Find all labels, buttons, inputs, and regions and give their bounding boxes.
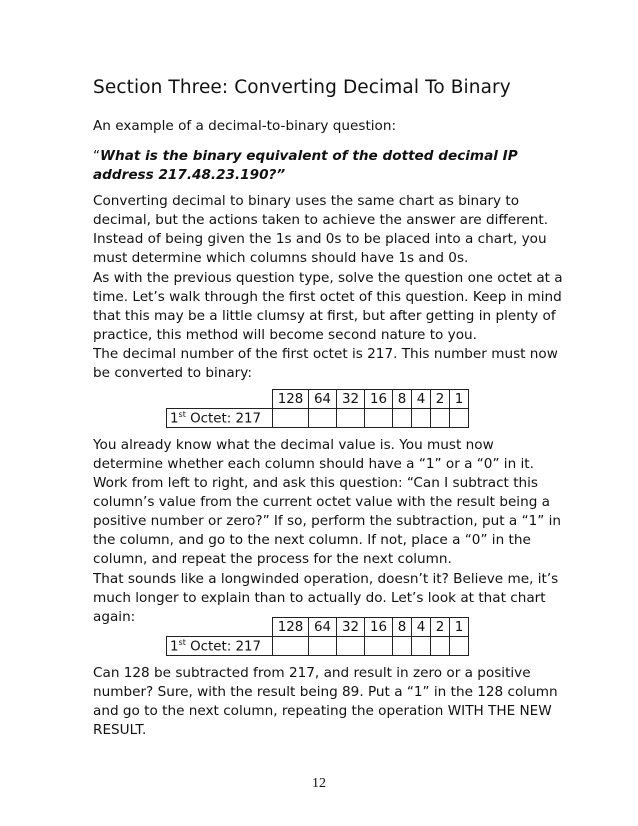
bit-cell <box>365 409 393 428</box>
bit-cell <box>431 409 450 428</box>
column-header: 128 <box>273 390 309 409</box>
paragraph-3: The decimal number of the first octet is 217. This number must now be converted to binary: <box>93 346 558 381</box>
paragraph-6: Can 128 be subtracted from 217, and result in zero or a positive number? Sure, with the result being 89. Put a “1” in the 128 column and go to the next column, repeating the operation WITH THE NEW RESULT. <box>93 665 558 738</box>
bit-cell <box>450 637 469 656</box>
column-header: 128 <box>273 618 309 637</box>
bit-cell <box>450 409 469 428</box>
chart-octet-row <box>167 409 469 428</box>
paragraph-5: That sounds like a longwinded operation, doesn’t it? Believe me, it’s much longer to explain than to actually do. Let’s look at that chart again: <box>93 571 559 625</box>
question-open-quote: “ <box>93 148 101 164</box>
column-header: 1 <box>450 390 469 409</box>
paragraph-4: You already know what the decimal value is. You must now determine whether each column should have a “1” or a “0” in it. Work from left to right, and ask this question: “Can I subtract this column’s value from the current octet value with the result being a positive number or zero?” If so, perform the subtraction, put a “1” in the column, and go to the next column. If not, place a “0” in the column, and repeat the process for the next column. <box>93 437 562 567</box>
bit-cell <box>309 409 337 428</box>
bit-cell <box>337 637 365 656</box>
column-header: 32 <box>337 390 365 409</box>
bit-cell <box>431 637 450 656</box>
column-header: 8 <box>393 390 412 409</box>
column-header: 8 <box>393 618 412 637</box>
column-header: 16 <box>365 618 393 637</box>
bit-cell <box>393 637 412 656</box>
bit-cell <box>273 637 309 656</box>
paragraph-2: As with the previous question type, solve the question one octet at a time. Let’s walk through the first octet of this question. Keep in mind that this may be a little clumsy at first, but after getting in plenty of practice, this method will become second nature to you. <box>93 270 563 343</box>
bit-cell <box>273 409 309 428</box>
bit-cell <box>337 409 365 428</box>
bit-cell <box>309 637 337 656</box>
column-header: 64 <box>309 618 337 637</box>
paragraph-1: Converting decimal to binary uses the same chart as binary to decimal, but the actions taken to achieve the answer are different. Instead of being given the 1s and 0s to be placed into a chart, you must determine which columns should have 1s and 0s. <box>93 193 549 266</box>
intro-text: An example of a decimal-to-binary question: <box>93 118 397 134</box>
question-text: What is the binary equivalent of the dotted decimal IP address 217.48.23.190?” <box>93 148 518 183</box>
page-number: 12 <box>312 776 326 791</box>
bit-cell <box>393 409 412 428</box>
section-heading: Section Three: Converting Decimal To Binary <box>93 77 511 98</box>
column-header: 64 <box>309 390 337 409</box>
column-header: 2 <box>431 618 450 637</box>
example-question <box>93 147 563 185</box>
column-header: 1 <box>450 618 469 637</box>
bit-cell <box>365 637 393 656</box>
column-header: 4 <box>412 390 431 409</box>
octet-label: 1st Octet: 217 <box>167 409 273 428</box>
chart-octet-row <box>167 637 469 656</box>
chart-corner-blank <box>167 618 273 637</box>
chart-header-row <box>167 390 469 409</box>
binary-chart-2 <box>166 617 469 656</box>
chart-header-row <box>167 618 469 637</box>
bit-cell <box>412 637 431 656</box>
octet-label: 1st Octet: 217 <box>167 637 273 656</box>
column-header: 32 <box>337 618 365 637</box>
binary-chart-1 <box>166 389 469 428</box>
column-header: 2 <box>431 390 450 409</box>
chart-corner-blank <box>167 390 273 409</box>
bit-cell <box>412 409 431 428</box>
column-header: 4 <box>412 618 431 637</box>
column-header: 16 <box>365 390 393 409</box>
